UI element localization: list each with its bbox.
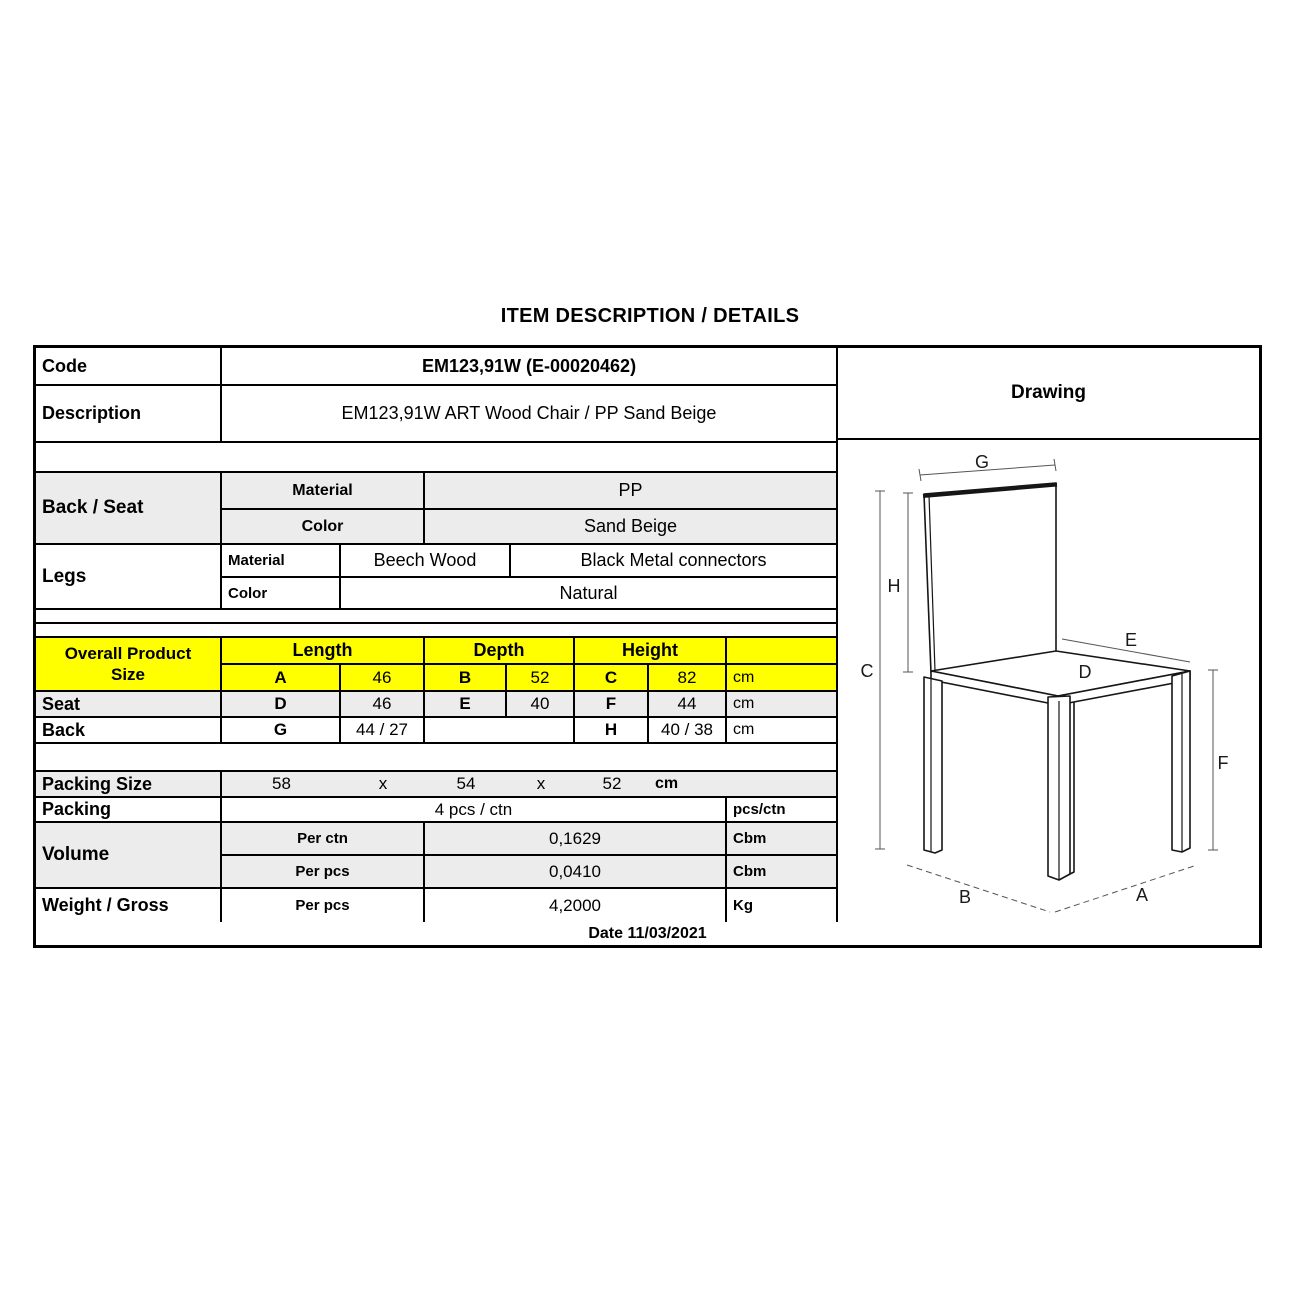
size-header-unit-cell bbox=[727, 638, 836, 663]
dim-val-f: 44 bbox=[649, 692, 727, 716]
packing-size-v4: 52 bbox=[602, 774, 622, 793]
dim-label-e: E bbox=[1124, 630, 1138, 650]
back-seat-material-value: PP bbox=[618, 480, 643, 500]
back-seat-color-value: Sand Beige bbox=[583, 516, 678, 536]
legs-material-extra: Black Metal connectors bbox=[580, 550, 767, 570]
chair-drawing bbox=[838, 440, 1259, 917]
back-empty-cell bbox=[425, 718, 575, 742]
dim-label-a: A bbox=[1135, 885, 1149, 905]
legs-material-label: Material bbox=[222, 545, 341, 576]
packing-label: Packing bbox=[36, 798, 222, 821]
weight-value: 4,2000 bbox=[425, 889, 727, 922]
volume-label: Volume bbox=[36, 823, 222, 887]
dim-label-b: B bbox=[958, 887, 972, 907]
code-value: EM123,91W (E-00020462) bbox=[421, 355, 637, 376]
dim-val-e: 40 bbox=[507, 692, 575, 716]
packing-value: 4 pcs / ctn bbox=[222, 798, 727, 821]
spacer-row bbox=[36, 610, 836, 624]
back-seat-material-row bbox=[222, 473, 836, 510]
legs-body bbox=[222, 545, 836, 608]
seat-label: Seat bbox=[36, 692, 222, 716]
depth-header: Depth bbox=[425, 638, 575, 663]
dim-val-d: 46 bbox=[341, 692, 425, 716]
weight-row bbox=[36, 889, 836, 922]
back-seat-label: Back / Seat bbox=[36, 473, 222, 543]
spacer-row bbox=[36, 744, 836, 772]
description-row bbox=[36, 386, 836, 443]
back-seat-body bbox=[222, 473, 836, 543]
details-column bbox=[36, 348, 838, 922]
page-title: ITEM DESCRIPTION / DETAILS bbox=[500, 305, 800, 327]
per-pcs-label: Per pcs bbox=[222, 856, 425, 887]
chair-right-leg bbox=[1172, 671, 1190, 852]
dim-key-f: F bbox=[575, 692, 649, 716]
weight-label: Weight / Gross bbox=[36, 889, 222, 922]
drawing-column bbox=[838, 348, 1259, 922]
legs-color-row bbox=[222, 578, 836, 608]
legs-color-value: Natural bbox=[559, 582, 618, 603]
packing-size-filler bbox=[727, 772, 836, 796]
dim-val-a: 46 bbox=[341, 665, 425, 690]
height-header: Height bbox=[575, 638, 727, 663]
volume-per-pcs-row bbox=[222, 856, 836, 887]
dim-val-c: 82 bbox=[649, 665, 727, 690]
dim-label-f: F bbox=[1217, 753, 1229, 773]
per-ctn-value: 0,1629 bbox=[425, 823, 727, 854]
back-seat-section bbox=[36, 473, 836, 545]
packing-size-unit: cm bbox=[655, 775, 679, 792]
legs-label: Legs bbox=[36, 545, 222, 608]
weight-row-label: Per pcs bbox=[222, 889, 425, 922]
back-label: Back bbox=[36, 718, 222, 742]
per-pcs-value: 0,0410 bbox=[425, 856, 727, 887]
overall-values-row bbox=[222, 665, 836, 690]
dim-key-c: C bbox=[575, 665, 649, 690]
dim-val-h: 40 / 38 bbox=[649, 718, 727, 742]
drawing-header bbox=[838, 348, 1259, 440]
dim-val-g: 44 / 27 bbox=[341, 718, 425, 742]
drawing-area bbox=[838, 440, 1259, 922]
legs-material-value: Beech Wood bbox=[341, 545, 511, 576]
dim-label-h: H bbox=[887, 576, 901, 596]
back-seat-color-label: Color bbox=[222, 510, 425, 543]
chair-left-leg bbox=[924, 677, 942, 853]
per-ctn-label: Per ctn bbox=[222, 823, 425, 854]
dim-key-d: D bbox=[222, 692, 341, 716]
dim-label-c: C bbox=[860, 661, 874, 681]
chair-backrest bbox=[924, 483, 1056, 673]
packing-size-v0: 58 bbox=[272, 774, 291, 793]
overall-size-body bbox=[222, 638, 836, 690]
description-label: Description bbox=[36, 386, 222, 441]
packing-unit: pcs/ctn bbox=[733, 801, 786, 818]
date-text: Date 11/03/2021 bbox=[588, 924, 707, 942]
packing-row bbox=[36, 798, 836, 823]
chair-figure bbox=[923, 483, 1190, 880]
legs-section bbox=[36, 545, 836, 610]
seat-row bbox=[36, 692, 836, 718]
seat-unit: cm bbox=[733, 695, 755, 712]
spec-table bbox=[33, 345, 1262, 948]
packing-size-x3: x bbox=[536, 774, 546, 793]
per-pcs-unit: Cbm bbox=[733, 863, 767, 880]
overall-size-label-line1: Overall Product bbox=[64, 643, 192, 663]
size-header-row bbox=[222, 638, 836, 665]
packing-size-x1: x bbox=[378, 774, 388, 793]
dim-key-h: H bbox=[575, 718, 649, 742]
dim-label-d: D bbox=[1078, 662, 1092, 682]
volume-body bbox=[222, 823, 836, 887]
packing-size-v2: 54 bbox=[456, 774, 476, 793]
dim-label-g: G bbox=[974, 452, 990, 472]
weight-unit: Kg bbox=[733, 897, 753, 914]
overall-size-label-line2: Size bbox=[110, 665, 146, 684]
packing-size-label: Packing Size bbox=[36, 772, 222, 796]
length-header: Length bbox=[222, 638, 425, 663]
spacer-row bbox=[36, 443, 836, 473]
back-unit: cm bbox=[733, 721, 755, 738]
overall-unit: cm bbox=[733, 668, 755, 686]
drawing-title: Drawing bbox=[1011, 382, 1086, 403]
spacer-row bbox=[36, 624, 836, 638]
volume-section bbox=[36, 823, 836, 889]
code-row bbox=[36, 348, 836, 386]
overall-size-section bbox=[36, 638, 836, 692]
dim-key-g: G bbox=[222, 718, 341, 742]
description-value: EM123,91W ART Wood Chair / PP Sand Beige bbox=[341, 403, 717, 423]
volume-per-ctn-row bbox=[222, 823, 836, 856]
table-body bbox=[36, 348, 1259, 922]
dim-key-b: B bbox=[425, 665, 507, 690]
dim-val-b: 52 bbox=[507, 665, 575, 690]
overall-size-label bbox=[36, 638, 222, 690]
back-row bbox=[36, 718, 836, 744]
dim-key-e: E bbox=[425, 692, 507, 716]
legs-material-row bbox=[222, 545, 836, 578]
legs-color-label: Color bbox=[222, 578, 341, 608]
dim-key-a: A bbox=[222, 665, 341, 690]
back-seat-material-label: Material bbox=[222, 473, 425, 508]
back-seat-color-row bbox=[222, 510, 836, 543]
date-row bbox=[36, 922, 1259, 945]
packing-size-row bbox=[36, 772, 836, 798]
per-ctn-unit: Cbm bbox=[733, 830, 767, 847]
code-label: Code bbox=[36, 348, 222, 384]
